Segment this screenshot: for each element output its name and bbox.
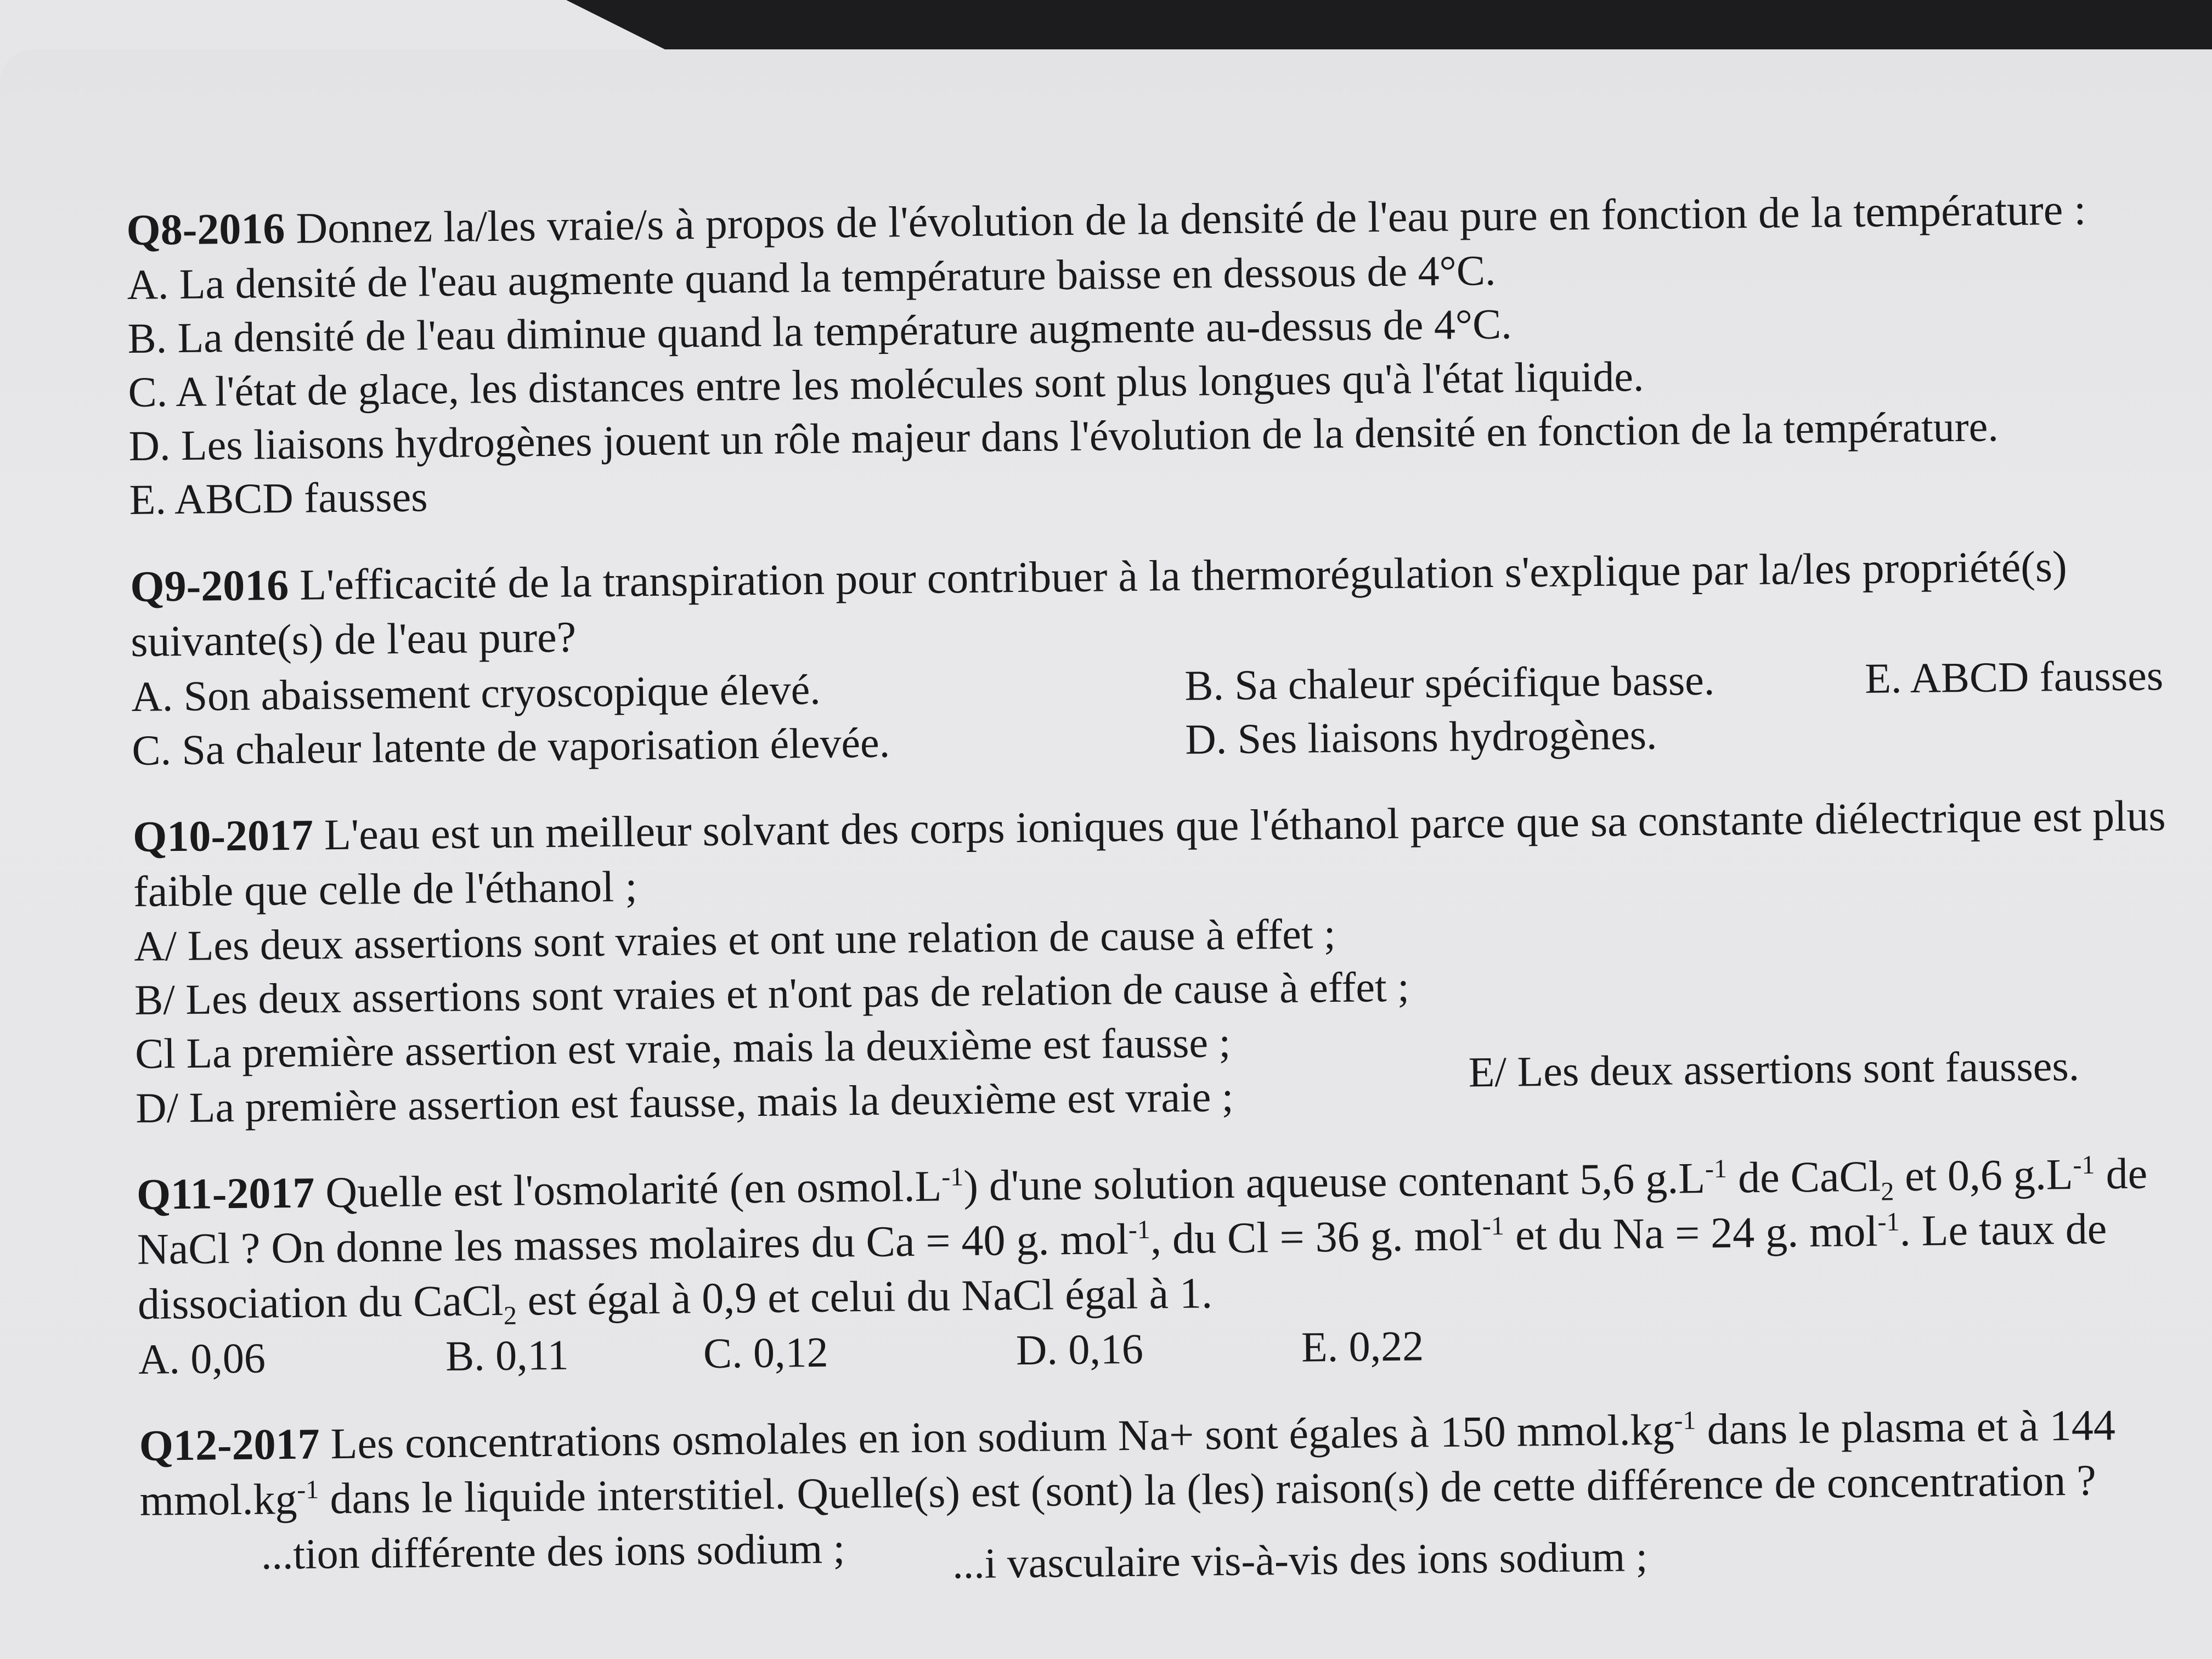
option-a: A/ Les deux assertions sont vraies et ont une relation de cause à effet ; <box>133 909 1336 970</box>
question-q11 <box>136 1146 2179 1386</box>
option-d: D. Ses liaisons hydrogènes. <box>1184 710 1657 763</box>
question-id: Q9-2016 <box>129 561 289 611</box>
option-partial-2: ...i vasculaire vis-à-vis des ions sodium ; <box>952 1532 1648 1588</box>
option-c: C. 0,12 <box>703 1328 828 1378</box>
question-text: Quelle est l'osmolarité (en $osmol.L^{-1}$) d'une solution aqueuse contenant 5,6 $g.L^{-1}$ de CaCl$_2$ et 0,6 $g.L^{-1}$ de NaCl ? On donne les masses molaires du Ca = 40 g. mol$^{-1}$, du Cl = 36 g. mol$^{-1}$ et du Na = 24 g. mol$^{-1}$. Le taux de dissociation du CaCl$_2$ est égal à 0,9 et celui du NaCl égal à 1. <box>137 1149 2148 1330</box>
question-id: Q10-2017 <box>132 811 314 861</box>
question-q10 <box>133 788 2177 1135</box>
question-stem <box>136 1146 2179 1332</box>
option-c: C. A l'état de glace, les distances entre les molécules sont plus longues qu'à l'état liquide. <box>128 352 1644 416</box>
option-partial-1: ...tion différente des ions sodium ; <box>261 1524 845 1578</box>
option-a: A. La densité de l'eau augmente quand la température baisse en dessous de 4°C. <box>127 246 1496 308</box>
question-q12 <box>139 1397 2181 1588</box>
option-a: A. Son abaissement cryoscopique élevé. <box>131 665 821 720</box>
option-d: D. Les liaisons hydrogènes jouent un rôle majeur dans l'évolution de la densité en fonction de la température. <box>128 402 1999 470</box>
question-text: Les concentrations osmolales en ion sodium Na+ sont égales à 150 $mmol.kg^{-1}$ dans le plasma et à 144 $mmol.kg^{-1}$ dans le liquide interstitiel. Quelle(s) est (sont) la (les) raison(s) de cette différence de concentration ? <box>139 1401 2116 1525</box>
question-text: Donnez la/les vraie/s à propos de l'évolution de la densité de l'eau pure en fonction de la température : <box>295 185 2086 253</box>
option-e: E. 0,22 <box>1301 1322 1424 1371</box>
option-e: E. ABCD fausses <box>129 472 428 523</box>
option-b: B. 0,11 <box>445 1330 569 1380</box>
question-q9 <box>130 538 2173 777</box>
question-text: L'eau est un meilleur solvant des corps ioniques que l'éthanol parce que sa constante diélectrique est plus faible que celle de l'éthanol ; <box>133 792 2166 916</box>
question-stem <box>133 788 2175 919</box>
option-b: B/ Les deux assertions sont vraies et n'ont pas de relation de cause à effet ; <box>134 962 1410 1024</box>
option-e: E/ Les deux assertions sont fausses. <box>1468 1041 2080 1096</box>
option-c: C. Sa chaleur latente de vaporisation élevée. <box>131 718 890 774</box>
exam-content <box>126 182 2182 1615</box>
option-d: D. 0,16 <box>1015 1324 1144 1374</box>
question-id: Q12-2017 <box>139 1420 320 1470</box>
option-b: B. La densité de l'eau diminue quand la température augmente au-dessus de 4°C. <box>127 300 1513 362</box>
option-a: A. 0,06 <box>138 1334 266 1383</box>
option-c: Cl La première assertion est vraie, mais la deuxième est fausse ; <box>134 1018 1231 1077</box>
question-q8 <box>126 182 2170 527</box>
option-e: E. ABCD fausses <box>1864 651 2164 702</box>
question-id: Q11-2017 <box>136 1169 315 1219</box>
option-b: B. Sa chaleur spécifique basse. <box>1184 656 1715 709</box>
option-d: D/ La première assertion est fausse, mais la deuxième est vraie ; <box>135 1072 1234 1132</box>
question-text: L'efficacité de la transpiration pour contribuer à la thermorégulation s'explique par la/les propriété(s) suivante(s) de l'eau pure? <box>130 542 2068 666</box>
question-id: Q8-2016 <box>126 204 285 255</box>
question-stem <box>130 538 2172 669</box>
question-stem <box>139 1397 2181 1528</box>
